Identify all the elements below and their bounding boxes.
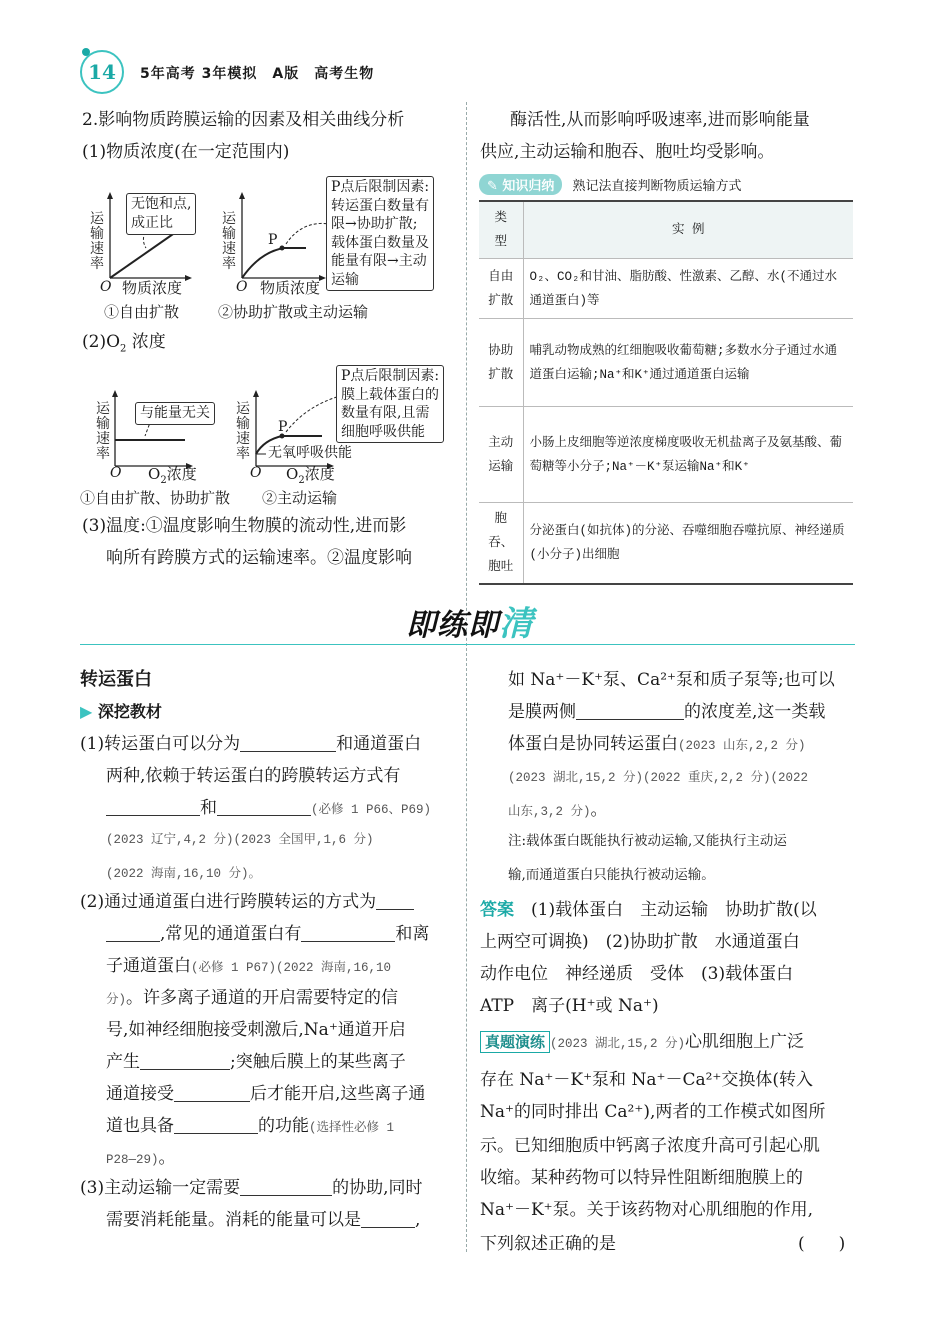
graph3-callout: 与能量无关 — [135, 402, 215, 425]
exam-line-1: 真题演练 (2023 湖北,15,2 分)心肌细胞上广泛 — [480, 1026, 804, 1060]
q2-line-1: (2)通过通道蛋白进行跨膜转运的方式为 — [80, 886, 414, 918]
graph4-xlabel: $O_2$浓度 — [286, 465, 335, 486]
q1-source-2: (2022 海南,16,10 分)。 — [106, 867, 262, 881]
graph1-xlabel: 物质浓度 — [122, 279, 183, 297]
graph4-point-label: P — [278, 419, 288, 435]
subsection-concentration: (1)物质浓度(在一定范围内) — [82, 142, 290, 162]
q2-line-4: 分)。许多离子通道的开启需要特定的信 — [106, 988, 399, 1008]
graph3-origin: O — [110, 465, 122, 481]
table-cell-type: 协助扩散 — [479, 319, 523, 407]
graph2-caption: ②协助扩散或主动运输 — [218, 303, 369, 321]
q1-line-2: 两种,依赖于转运蛋白的跨膜转运方式有 — [106, 766, 401, 786]
section-heading: 2.影响物质跨膜运输的因素及相关曲线分析 — [82, 110, 405, 130]
answer-line-1: 答案 (1)载体蛋白 主动运输 协助扩散(以 — [480, 900, 817, 920]
exam-line-2: 存在 Na⁺－K⁺泵和 Na⁺－Ca²⁺交换体(转入 — [480, 1070, 814, 1090]
exam-line-5: 收缩。某种药物可以特异性阻断细胞膜上的 — [480, 1168, 803, 1188]
q2-line-9: P28—29)。 — [106, 1148, 176, 1168]
knowledge-summary-header — [479, 174, 741, 195]
q2-line-3: 子通道蛋白(必修 1 P67)(2022 海南,16,10 — [106, 956, 392, 976]
page-number-badge — [80, 50, 124, 94]
table-cell-example: 小肠上皮细胞等逆浓度梯度吸收无机盐离子及氨基酸、葡萄糖等小分子;Na⁺－K⁺泵运输Na⁺和K⁺ — [523, 407, 853, 503]
rb-line-3: 体蛋白是协同转运蛋白(2023 山东,2,2 分) — [508, 734, 806, 754]
table-row — [479, 407, 853, 503]
exam-line-7: 下列叙述正确的是 — [480, 1234, 616, 1254]
graph4-caption: ②主动运输 — [262, 489, 338, 507]
exam-line-4: 示。已知细胞质中钙离子浓度升高可引起心肌 — [480, 1136, 820, 1156]
exam-line-6: Na⁺－K⁺泵。关于该药物对心肌细胞的作用, — [480, 1200, 814, 1220]
temperature-line-1: (3)温度:①温度影响生物膜的流动性,进而影 — [82, 516, 407, 536]
table-header-row — [479, 201, 853, 259]
graph3-ylabel: 运 输 速 率 — [96, 401, 110, 462]
page-number-dot — [82, 48, 90, 56]
table-cell-type: 胞吞、胞吐 — [479, 503, 523, 585]
graph3-xlabel: $O_2$浓度 — [148, 465, 197, 486]
q3-line-2: 需要消耗能量。消耗的能量可以是 , — [106, 1210, 421, 1230]
q2-line-2: ,常见的通道蛋白有 和离 — [106, 918, 429, 950]
graph4-anaerobic-note: 无氧呼吸供能 — [268, 445, 352, 461]
graph4-ylabel: 运 输 速 率 — [236, 401, 250, 462]
topic-heading: 转运蛋白 — [80, 669, 152, 690]
q1-source-1: (2023 辽宁,4,2 分)(2023 全国甲,1,6 分) — [106, 833, 374, 847]
table-row — [479, 503, 853, 585]
knowledge-summary-badge: ✎ 知识归纳 — [479, 174, 562, 195]
table-header-type: 类 型 — [479, 201, 523, 259]
section-banner-title: 即练即清 — [406, 604, 534, 644]
graph2-callout: P点后限制因素: 转运蛋白数量有 限→协助扩散; 载体蛋白数量及 能量有限→主动 运输 — [326, 176, 434, 291]
answer-label: 答案 — [480, 900, 514, 920]
graph4-origin: O — [250, 465, 262, 481]
graph4-callout: P点后限制因素: 膜上载体蛋白的 数量有限,且需 细胞呼吸供能 — [336, 365, 444, 443]
q2-line-5: 号,如神经细胞接受刺激后,Na⁺通道开启 — [106, 1020, 406, 1040]
table-row — [479, 319, 853, 407]
column-divider — [466, 102, 467, 1252]
knowledge-summary-title: 熟记法直接判断物质运输方式 — [572, 179, 742, 194]
exam-practice-tag: 真题演练 — [480, 1031, 550, 1053]
table-row — [479, 259, 853, 319]
graph2-ylabel: 运 输 速 率 — [222, 211, 236, 272]
transport-types-table — [479, 200, 853, 585]
subsection-oxygen: $(2)O_2$ 浓度 — [82, 332, 166, 355]
q2-line-8: 道也具备 的功能(选择性必修 1 — [106, 1116, 395, 1136]
right-text-line-2: 供应,主动运输和胞吞、胞吐均受影响。 — [480, 142, 775, 162]
rb-line-2: 是膜两侧 的浓度差,这一类载 — [508, 702, 826, 722]
graph1-callout: 无饱和点, 成正比 — [126, 193, 196, 235]
rb-note-2: 输,而通道蛋白只能执行被动运输。 — [508, 867, 715, 883]
rb-line-1: 如 Na⁺－K⁺泵、Ca²⁺泵和质子泵等;也可以 — [508, 670, 835, 690]
table-cell-example: O₂、CO₂和甘油、脂肪酸、性激素、乙醇、水(不通过水通道蛋白)等 — [523, 259, 853, 319]
q2-line-7: 通道接受 后才能开启,这些离子通 — [106, 1084, 426, 1104]
rb-line-5: 山东,3,2 分)。 — [508, 800, 608, 820]
table-cell-example: 哺乳动物成熟的红细胞吸收葡萄糖;多数水分子通过水通道蛋白运输;Na⁺和K⁺通过通道蛋白运输 — [523, 319, 853, 407]
q2-line-6: 产生 ;突触后膜上的某些离子 — [106, 1052, 406, 1072]
right-text-line-1: 酶活性,从而影响呼吸速率,进而影响能量 — [510, 110, 810, 130]
graph1-ylabel: 运 输 速 率 — [90, 211, 104, 272]
graph1-origin: O — [100, 279, 112, 295]
graph2-xlabel: 物质浓度 — [260, 279, 321, 297]
page-number: 14 — [88, 60, 116, 84]
exam-line-3: Na⁺的同时排出 Ca²⁺),两者的工作模式如图所 — [480, 1102, 826, 1122]
q3-line-1: (3)主动运输一定需要 的协助,同时 — [80, 1178, 423, 1198]
table-header-example: 实 例 — [523, 201, 853, 259]
graph2-origin: O — [236, 279, 248, 295]
rb-note-1: 注:载体蛋白既能执行被动运输,又能执行主动运 — [508, 833, 787, 849]
running-header: 5年高考 3年模拟 A版 高考生物 — [140, 66, 375, 82]
subheading: ▶ 深挖教材 — [80, 702, 162, 721]
answer-line-2: 上两空可调换) (2)协助扩散 水通道蛋白 — [480, 932, 800, 952]
graph1-caption: ①自由扩散 — [104, 303, 180, 321]
q1-line-1: (1)转运蛋白可以分为 和通道蛋白 — [80, 734, 422, 754]
q1-line-3: 和 (必修 1 P66、P69) — [106, 792, 431, 826]
graph3-caption: ①自由扩散、协助扩散 — [80, 489, 231, 507]
table-cell-type: 自由扩散 — [479, 259, 523, 319]
graph2-point-label: P — [268, 232, 278, 248]
table-cell-type: 主动运输 — [479, 407, 523, 503]
answer-line-4: ATP 离子(H⁺或 Na⁺) — [480, 996, 659, 1016]
answer-line-3: 动作电位 神经递质 受体 (3)载体蛋白 — [480, 964, 794, 984]
temperature-line-2: 响所有跨膜方式的运输速率。②温度影响 — [106, 548, 412, 568]
rb-line-4: (2023 湖北,15,2 分)(2022 重庆,2,2 分)(2022 — [508, 771, 809, 785]
answer-parentheses: ( ) — [798, 1234, 846, 1254]
table-cell-example: 分泌蛋白(如抗体)的分泌、吞噬细胞吞噬抗原、神经递质(小分子)出细胞 — [523, 503, 853, 585]
